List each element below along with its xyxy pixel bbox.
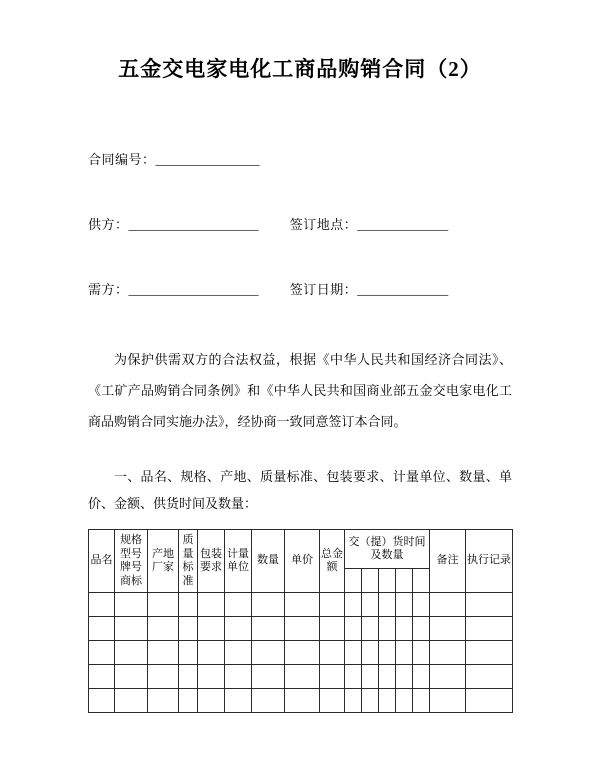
table-cell: [179, 617, 198, 641]
table-cell: [345, 689, 362, 713]
col-header-quality-standard: 质量标准: [179, 530, 198, 593]
table-cell: [285, 593, 320, 617]
delivery-subcell: [345, 569, 362, 593]
table-cell: [179, 689, 198, 713]
table-cell: [225, 617, 252, 641]
table-cell: [345, 641, 362, 665]
table-cell: [89, 593, 115, 617]
col-header-unit-price: 单价: [285, 530, 320, 593]
contract-number-group: [88, 149, 260, 168]
table-cell: [396, 617, 413, 641]
table-cell: [466, 617, 513, 641]
table-cell: [225, 641, 252, 665]
table-cell: [148, 641, 179, 665]
table-cell: [179, 641, 198, 665]
col-header-execution-record: 执行记录: [466, 530, 513, 593]
table-cell: [320, 689, 345, 713]
col-header-delivery: 交（提）货时间及数量: [345, 530, 430, 569]
table-row: [89, 665, 513, 689]
supplier-blank: ____________________: [128, 217, 259, 233]
table-cell: [115, 641, 148, 665]
table-row: [89, 689, 513, 713]
table-cell: [115, 665, 148, 689]
table-cell: [396, 665, 413, 689]
buyer-blank: ____________________: [128, 282, 259, 298]
table-cell: [362, 689, 379, 713]
table-cell: [379, 617, 396, 641]
table-cell: [320, 617, 345, 641]
col-header-product-name: 品名: [89, 530, 115, 593]
table-cell: [413, 665, 430, 689]
table-cell: [362, 593, 379, 617]
table-row: [89, 593, 513, 617]
table-cell: [396, 641, 413, 665]
header-row-main: [89, 530, 513, 569]
sign-place-group: [290, 214, 449, 233]
table-cell: [430, 689, 466, 713]
table-body: [89, 593, 513, 713]
table-cell: [466, 665, 513, 689]
contract-number-label: 合同编号：: [88, 152, 156, 168]
table-cell: [466, 593, 513, 617]
table-cell: [198, 617, 225, 641]
table-cell: [285, 689, 320, 713]
table-cell: [379, 641, 396, 665]
table-cell: [379, 665, 396, 689]
buyer-row: [88, 279, 512, 298]
table-cell: [89, 617, 115, 641]
col-header-unit: 计量单位: [225, 530, 252, 593]
section-1-heading: 一、品名、规格、产地、质量标准、包装要求、计量单位、数量、单价、金额、供货时间及数量：: [88, 469, 512, 512]
col-header-packaging: 包装要求: [198, 530, 225, 593]
table-cell: [466, 641, 513, 665]
col-header-spec-model-brand: 规格型号牌号商标: [115, 530, 148, 593]
page-title: 五金交电家电化工商品购销合同（2）: [118, 57, 482, 81]
sign-date-group: [290, 279, 449, 298]
col-header-total-amount: 总金额: [320, 530, 345, 593]
delivery-subcell: [379, 569, 396, 593]
goods-table-header: [89, 530, 513, 593]
table-cell: [252, 617, 285, 641]
table-cell: [115, 689, 148, 713]
table-cell: [413, 641, 430, 665]
table-cell: [413, 689, 430, 713]
supplier-label: 供方：: [88, 217, 129, 233]
intro-paragraph: 为保护供需双方的合法权益，根据《中华人民共和国经济合同法》、《工矿产品购销合同条例》和《中华人民共和国商业部五金交电家电化工商品购销合同实施办法》，经协商一致同意签订本合同。: [88, 352, 512, 430]
sign-date-blank: ______________: [357, 282, 449, 298]
supplier-group: [88, 214, 259, 233]
table-cell: [115, 617, 148, 641]
table-cell: [379, 689, 396, 713]
table-cell: [320, 665, 345, 689]
table-cell: [148, 689, 179, 713]
table-cell: [430, 617, 466, 641]
table-cell: [466, 689, 513, 713]
contract-number-blank: ________________: [155, 152, 260, 168]
table-cell: [396, 689, 413, 713]
table-row: [89, 617, 513, 641]
table-cell: [413, 617, 430, 641]
table-cell: [198, 689, 225, 713]
table-cell: [148, 593, 179, 617]
table-cell: [198, 665, 225, 689]
table-cell: [89, 641, 115, 665]
table-cell: [198, 641, 225, 665]
table-cell: [225, 689, 252, 713]
table-cell: [413, 593, 430, 617]
delivery-subcell: [396, 569, 413, 593]
table-cell: [396, 593, 413, 617]
col-header-remarks: 备注: [430, 530, 466, 593]
table-cell: [198, 593, 225, 617]
table-cell: [285, 641, 320, 665]
delivery-subcell: [413, 569, 430, 593]
table-cell: [179, 665, 198, 689]
table-cell: [362, 617, 379, 641]
table-cell: [89, 689, 115, 713]
table-cell: [285, 665, 320, 689]
table-cell: [179, 593, 198, 617]
table-cell: [345, 593, 362, 617]
table-cell: [148, 665, 179, 689]
supplier-row: [88, 214, 512, 233]
table-cell: [430, 593, 466, 617]
table-cell: [285, 617, 320, 641]
table-cell: [362, 641, 379, 665]
contract-number-row: [88, 149, 512, 168]
col-header-origin-factory: 产地厂家: [148, 530, 179, 593]
table-cell: [320, 593, 345, 617]
table-cell: [225, 665, 252, 689]
col-header-quantity: 数量: [252, 530, 285, 593]
sign-place-label: 签订地点：: [289, 217, 358, 233]
table-cell: [362, 665, 379, 689]
table-cell: [252, 665, 285, 689]
table-cell: [148, 617, 179, 641]
table-cell: [252, 593, 285, 617]
table-cell: [320, 641, 345, 665]
table-cell: [345, 617, 362, 641]
table-cell: [345, 665, 362, 689]
sign-place-blank: ______________: [357, 217, 449, 233]
table-cell: [89, 665, 115, 689]
table-cell: [252, 689, 285, 713]
buyer-label: 需方：: [88, 282, 129, 298]
table-cell: [430, 665, 466, 689]
table-cell: [379, 593, 396, 617]
table-cell: [225, 593, 252, 617]
goods-table: [88, 529, 513, 713]
table-row: [89, 641, 513, 665]
table-cell: [252, 641, 285, 665]
buyer-group: [88, 279, 259, 298]
table-cell: [430, 641, 466, 665]
table-cell: [115, 593, 148, 617]
sign-date-label: 签订日期：: [289, 282, 358, 298]
delivery-subcell: [362, 569, 379, 593]
